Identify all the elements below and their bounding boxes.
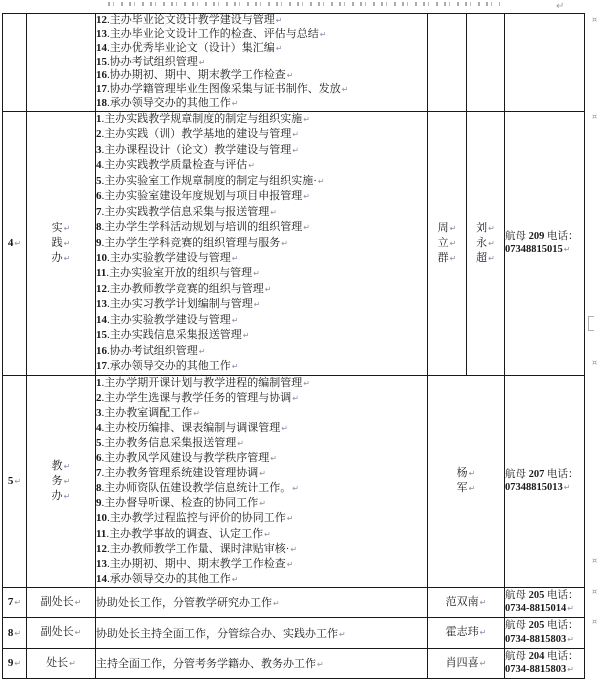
stacked-char: 永↵ (476, 236, 495, 249)
return-mark-icon: ↵ (292, 145, 299, 155)
staff-name-cell (467, 14, 505, 112)
return-mark-icon: ↵ (567, 665, 574, 675)
duty-item: 14.承办领导交办的其他工作↵ (96, 572, 239, 585)
return-mark-icon: ↵ (270, 207, 277, 217)
contact-cell (505, 14, 585, 112)
duty-list (96, 14, 428, 112)
return-mark-icon: ↵ (449, 223, 457, 233)
return-mark-icon: ↵ (292, 484, 299, 494)
duty-text: 协助处长工作，分管教学研究办工作↵ (96, 587, 428, 617)
contact-location: 航母 205 电话： (505, 589, 579, 601)
return-mark-icon: ↵ (237, 438, 244, 448)
duty-item: 2.主办实践（训）教学基地的建设与管理↵ (96, 128, 299, 141)
return-mark-icon: ↵ (264, 529, 271, 539)
row-number: 8↵ (3, 617, 27, 648)
duty-item: 2.主办学生选课与教学任务的管理与协调↵ (96, 391, 299, 404)
duty-item: 7.主办教务管理系统建设管理协调↵ (96, 467, 266, 480)
stacked-char: 办↵ (51, 489, 71, 502)
return-mark-icon: ↵ (253, 269, 260, 279)
end-of-row-mark-icon: ¤ (592, 358, 598, 367)
staff-name (428, 375, 505, 587)
return-mark-icon: ↵ (248, 161, 255, 171)
return-mark-icon: ↵ (286, 514, 294, 524)
contact-info (505, 648, 585, 678)
contact-phone: 0734-8815803↵ (505, 664, 574, 676)
duty-item: 10.主办教学过程监控与评价的协同工作↵ (96, 512, 294, 525)
duty-text: 主持全面工作，分管考务学籍办、教务办工作↵ (96, 648, 428, 678)
end-of-row-mark-icon: ¤ (592, 112, 598, 121)
stacked-char: 务↵ (51, 474, 71, 487)
table-row (3, 648, 585, 678)
duty-item: 15.主办实践信息采集报送管理↵ (96, 329, 250, 342)
return-mark-icon: ↵ (193, 408, 200, 418)
return-mark-icon: ↵ (14, 628, 22, 638)
stacked-char: 立↵ (437, 236, 457, 249)
return-mark-icon: ↵ (488, 238, 495, 248)
duty-item: 17.承办领导交办的其他工作↵ (96, 360, 239, 373)
duty-item: 3.主办课程设计（论文）教学建设与管理↵ (96, 143, 299, 156)
staff-name: 肖四喜↵ (428, 648, 505, 678)
return-mark-icon: ↵ (339, 629, 346, 639)
duty-list (96, 375, 428, 587)
duty-item: 7.主办实践教学信息采集与报送管理↵ (96, 205, 277, 218)
contact-location: 航母 207 电话： (505, 468, 579, 480)
end-of-row-mark-icon: ¤ (592, 15, 598, 24)
position-title: 处长↵ (27, 648, 96, 678)
duty-table (2, 13, 585, 679)
duty-item: 16.协办期初、期中、期末教学工作检查↵ (96, 69, 294, 82)
duty-item: 14.主办优秀毕业论文（设计）集汇编↵ (96, 41, 283, 54)
duty-item: 6.主办实验室建设年度规划与项目申报管理↵ (96, 190, 310, 203)
stacked-char: 周↵ (437, 221, 457, 234)
return-mark-icon: ↵ (63, 491, 71, 501)
return-mark-icon: ↵ (488, 253, 495, 263)
return-mark-icon: ↵ (290, 544, 298, 554)
table-row (3, 587, 585, 617)
duty-item: 13.主办实习教学计划编制与管理↵ (96, 298, 261, 311)
duty-item: 5.主办实验室工作规章制度的制定与组织实施·↵ (96, 174, 325, 187)
clipped-return-mark-icon: ↵ (556, 1, 565, 8)
return-mark-icon: ↵ (259, 499, 266, 509)
duty-list (96, 111, 428, 375)
return-mark-icon: ↵ (567, 634, 574, 644)
duty-item: 12.主办毕业论文设计教学建设与管理↵ (96, 14, 283, 26)
table-row (3, 111, 585, 375)
contact-phone: 07348815015↵ (505, 244, 571, 256)
duty-item: 6.主办教风学风建设与教学秩序管理↵ (96, 452, 277, 465)
return-mark-icon: ↵ (63, 476, 71, 486)
duty-item: 14.主办实验教学建设与管理↵ (96, 313, 239, 326)
row-number: 9↵ (3, 648, 27, 678)
return-mark-icon: ↵ (281, 423, 288, 433)
position-title: 副处长↵ (27, 587, 96, 617)
stacked-char: 实↵ (51, 221, 71, 234)
return-mark-icon: ↵ (286, 559, 294, 569)
return-mark-icon: ↵ (341, 85, 349, 95)
return-mark-icon: ↵ (303, 114, 310, 124)
duty-item: 13.主办毕业论文设计工作的检查、评估与总结↵ (96, 27, 327, 40)
stacked-char: 军↵ (456, 482, 476, 495)
return-mark-icon: ↵ (231, 362, 239, 372)
return-mark-icon: ↵ (63, 223, 71, 233)
return-mark-icon: ↵ (231, 574, 239, 584)
stacked-char: 践↵ (51, 236, 71, 249)
return-mark-icon: ↵ (74, 628, 82, 638)
return-mark-icon: ↵ (264, 284, 272, 294)
end-of-row-mark-icon: ¤ (592, 587, 598, 596)
duty-item: 9.主办督导听课、检查的协同工作↵ (96, 497, 266, 510)
return-mark-icon: ↵ (231, 315, 239, 325)
end-of-row-mark-icon: ¤ (592, 617, 598, 626)
return-mark-icon: ↵ (468, 484, 476, 494)
return-mark-icon: ↵ (242, 331, 250, 341)
duty-item: 12.主办教师教学工作量、课时津贴审核·↵ (96, 542, 298, 555)
return-mark-icon: ↵ (259, 469, 266, 479)
return-mark-icon: ↵ (198, 346, 206, 356)
duty-item: 18.承办领导交办的其他工作↵ (96, 97, 239, 110)
end-of-row-mark-icon: ¤ (592, 556, 598, 565)
return-mark-icon: ↵ (74, 597, 82, 607)
return-mark-icon: ↵ (317, 176, 325, 186)
staff-name: 范双南↵ (428, 587, 505, 617)
return-mark-icon: ↵ (479, 658, 487, 668)
duty-item: 5.主办教务信息采集报送管理↵ (96, 436, 244, 449)
staff-name (467, 111, 505, 375)
staff-name-cell (428, 14, 467, 112)
contact-info (505, 587, 585, 617)
return-mark-icon: ↵ (63, 461, 71, 471)
dept-title (27, 111, 96, 375)
return-mark-icon: ↵ (563, 483, 571, 493)
return-mark-icon: ↵ (275, 16, 283, 25)
return-mark-icon: ↵ (63, 253, 71, 263)
duty-item: 3.主办教室调配工作↵ (96, 406, 200, 419)
duty-item: 9.主办学生学科竞赛的组织管理与服务↵ (96, 236, 288, 249)
contact-info (505, 111, 585, 375)
return-mark-icon: ↵ (292, 393, 299, 403)
duty-item: 15.协办考试组织管理↵ (96, 55, 206, 68)
duty-item: 4.主办实践教学质量检查与评估↵ (96, 159, 255, 172)
margin-bracket-mark (588, 316, 594, 331)
row-number: 5↵ (3, 375, 27, 587)
duty-item: 8.主办学生学科活动规划与培训的组织管理↵ (96, 221, 310, 234)
return-mark-icon: ↵ (449, 253, 457, 263)
contact-phone: 07348815013↵ (505, 482, 571, 494)
return-mark-icon: ↵ (69, 658, 76, 668)
return-mark-icon: ↵ (286, 71, 294, 81)
duty-item: 13.主办期初、期中、期末教学工作检查↵ (96, 557, 294, 570)
row-number-cell (3, 14, 27, 112)
return-mark-icon: ↵ (273, 599, 280, 609)
stacked-char: 群↵ (437, 251, 457, 264)
return-mark-icon: ↵ (449, 238, 457, 248)
return-mark-icon: ↵ (270, 454, 277, 464)
staff-name: 霍志玮↵ (428, 617, 505, 648)
position-title: 副处长↵ (27, 617, 96, 648)
return-mark-icon: ↵ (14, 598, 22, 608)
return-mark-icon: ↵ (319, 29, 327, 39)
contact-location: 航母 204 电话： (505, 650, 579, 662)
return-mark-icon: ↵ (14, 477, 22, 487)
stacked-char: 教↵ (51, 459, 71, 472)
staff-name (428, 111, 467, 375)
return-mark-icon: ↵ (303, 378, 310, 388)
duty-item: 4.主办校历编排、课表编制与调课管理↵ (96, 421, 288, 434)
contact-phone: 0734-8815014↵ (505, 603, 574, 615)
stacked-char: 超↵ (476, 251, 495, 264)
return-mark-icon: ↵ (567, 604, 574, 614)
duty-item: 8.主办师资队伍建设教学信息统计工作。↵ (96, 482, 299, 495)
return-mark-icon: ↵ (563, 245, 571, 255)
contact-location: 航母 209 电话： (505, 230, 579, 242)
duty-item: 11.主办教学事故的调查、认定工作↵ (96, 527, 271, 540)
contact-info (505, 375, 585, 587)
duty-item: 17.协办学籍管理毕业生图像采集与证书制作、发放↵ (96, 83, 349, 96)
return-mark-icon: ↵ (479, 597, 487, 607)
duty-item: 1.主办学期开课计划与教学进程的编制管理↵ (96, 376, 310, 389)
return-mark-icon: ↵ (63, 238, 71, 248)
return-mark-icon: ↵ (14, 659, 22, 669)
contact-location: 航母 205 电话： (505, 620, 579, 632)
contact-phone: 0734-8815803↵ (505, 633, 574, 645)
dept-title (27, 375, 96, 587)
return-mark-icon: ↵ (281, 238, 288, 248)
return-mark-icon: ↵ (198, 57, 206, 67)
return-mark-icon: ↵ (303, 192, 310, 202)
return-mark-icon: ↵ (14, 239, 22, 249)
return-mark-icon: ↵ (468, 469, 476, 479)
return-mark-icon: ↵ (231, 99, 239, 109)
row-number: 4↵ (3, 111, 27, 375)
duty-item: 11.主办实验室开放的组织与管理↵ (96, 267, 260, 280)
stacked-char: 办↵ (51, 251, 71, 264)
clipped-text-line (108, 2, 500, 6)
contact-info (505, 617, 585, 648)
stacked-char: 杨↵ (456, 467, 476, 480)
table-row (3, 14, 585, 112)
return-mark-icon: ↵ (275, 43, 283, 53)
dept-title-cell (27, 14, 96, 112)
table-row (3, 375, 585, 587)
duty-item: 10.主办实验教学建设与管理↵ (96, 251, 239, 264)
stacked-char: 刘↵ (476, 221, 495, 234)
return-mark-icon: ↵ (488, 223, 495, 233)
return-mark-icon: ↵ (317, 660, 324, 670)
return-mark-icon: ↵ (303, 223, 310, 233)
duty-text: 协助处长主持全面工作，分管综合办、实践办工作↵ (96, 617, 428, 648)
row-number: 7↵ (3, 587, 27, 617)
return-mark-icon: ↵ (231, 253, 239, 263)
duty-item: 1.主办实践教学规章制度的制定与组织实施↵ (96, 112, 310, 125)
return-mark-icon: ↵ (253, 300, 261, 310)
return-mark-icon: ↵ (292, 130, 299, 140)
table-row (3, 617, 585, 648)
duty-item: 16.协办考试组织管理↵ (96, 344, 206, 357)
duty-item: 12.主办教师教学竞赛的组织与管理↵ (96, 282, 272, 295)
return-mark-icon: ↵ (479, 628, 487, 638)
